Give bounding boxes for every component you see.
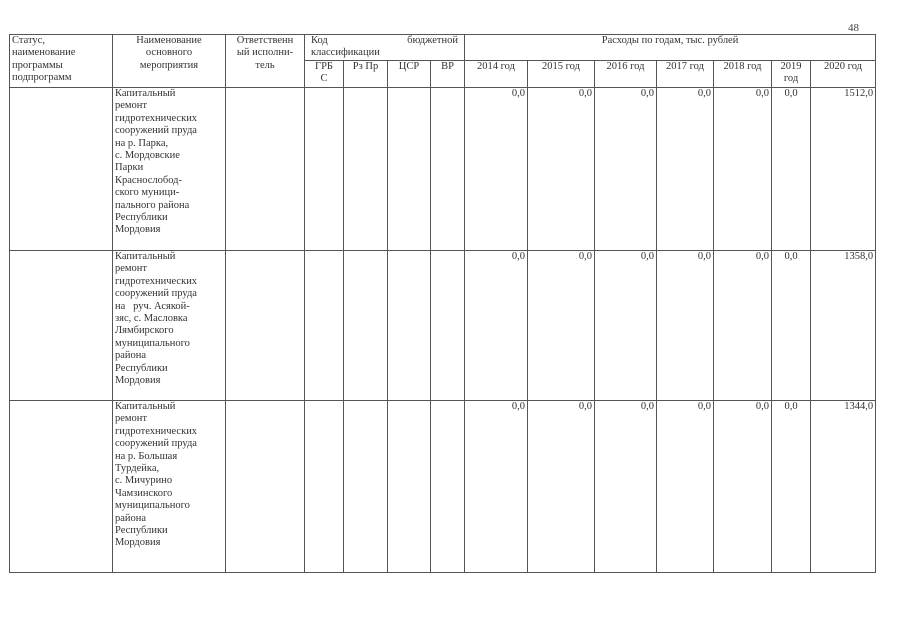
page-number: 48 [848,22,859,34]
header-rzpr: Рз Пр [344,61,388,88]
vr-cell [431,401,465,573]
header-year: 2019 год [772,61,811,88]
csr-cell [388,88,431,251]
value-cell: 0,0 [657,88,714,251]
header-vr: ВР [431,61,465,88]
header-responsible: Ответственн ый исполни- тель [226,35,305,88]
rzpr-cell [344,251,388,401]
grbs-cell [305,251,344,401]
responsible-cell [226,88,305,251]
table-row [10,251,876,401]
header-grbs: ГРБ С [305,61,344,88]
value-cell: 0,0 [714,88,772,251]
value-cell: 0,0 [657,251,714,401]
header-year: 2015 год [528,61,595,88]
header-year: 2018 год [714,61,772,88]
header-csr: ЦСР [388,61,431,88]
status-cell [10,251,113,401]
value-cell: 0,0 [772,401,811,573]
value-cell: 1512,0 [811,88,876,251]
header-year: 2016 год [595,61,657,88]
table-row [10,401,876,573]
csr-cell [388,401,431,573]
header-expenses: Расходы по годам, тыс. рублей [465,35,876,61]
value-cell: 0,0 [528,88,595,251]
grbs-cell [305,88,344,251]
value-cell: 0,0 [714,251,772,401]
value-cell: 1358,0 [811,251,876,401]
activity-name-cell: Капитальный ремонт гидротехнических сооружений пруда на р. Большая Турдейка, с. Мичурино Чамзинского муниципального района Республики Мордовия [113,401,226,573]
value-cell: 1344,0 [811,401,876,573]
vr-cell [431,88,465,251]
value-cell: 0,0 [714,401,772,573]
responsible-cell [226,251,305,401]
rzpr-cell [344,88,388,251]
budget-table [9,34,876,573]
header-year: 2020 год [811,61,876,88]
value-cell: 0,0 [595,251,657,401]
header-year: 2014 год [465,61,528,88]
value-cell: 0,0 [595,401,657,573]
header-year: 2017 год [657,61,714,88]
status-cell [10,88,113,251]
activity-name-cell: Капитальный ремонт гидротехнических сооружений пруда на р. Парка, с. Мордовские Парки Краснослобод- ского муници- пального района Республики Мордовия [113,88,226,251]
value-cell: 0,0 [465,251,528,401]
value-cell: 0,0 [595,88,657,251]
activity-name-cell: Капитальный ремонт гидротехнических сооружений пруда на руч. Асякой- зяс, с. Масловка Лямбирского муниципального района Республики Мордовия [113,251,226,401]
value-cell: 0,0 [528,251,595,401]
header-status: Статус, наименование программы подпрограмм [10,35,113,88]
responsible-cell [226,401,305,573]
value-cell: 0,0 [465,88,528,251]
value-cell: 0,0 [772,251,811,401]
value-cell: 0,0 [528,401,595,573]
value-cell: 0,0 [657,401,714,573]
vr-cell [431,251,465,401]
csr-cell [388,251,431,401]
status-cell [10,401,113,573]
value-cell: 0,0 [772,88,811,251]
rzpr-cell [344,401,388,573]
header-budget-code: Код бюджетной классификации [305,35,465,61]
grbs-cell [305,401,344,573]
value-cell: 0,0 [465,401,528,573]
table-row [10,88,876,251]
header-activity-name: Наименование основного мероприятия [113,35,226,88]
